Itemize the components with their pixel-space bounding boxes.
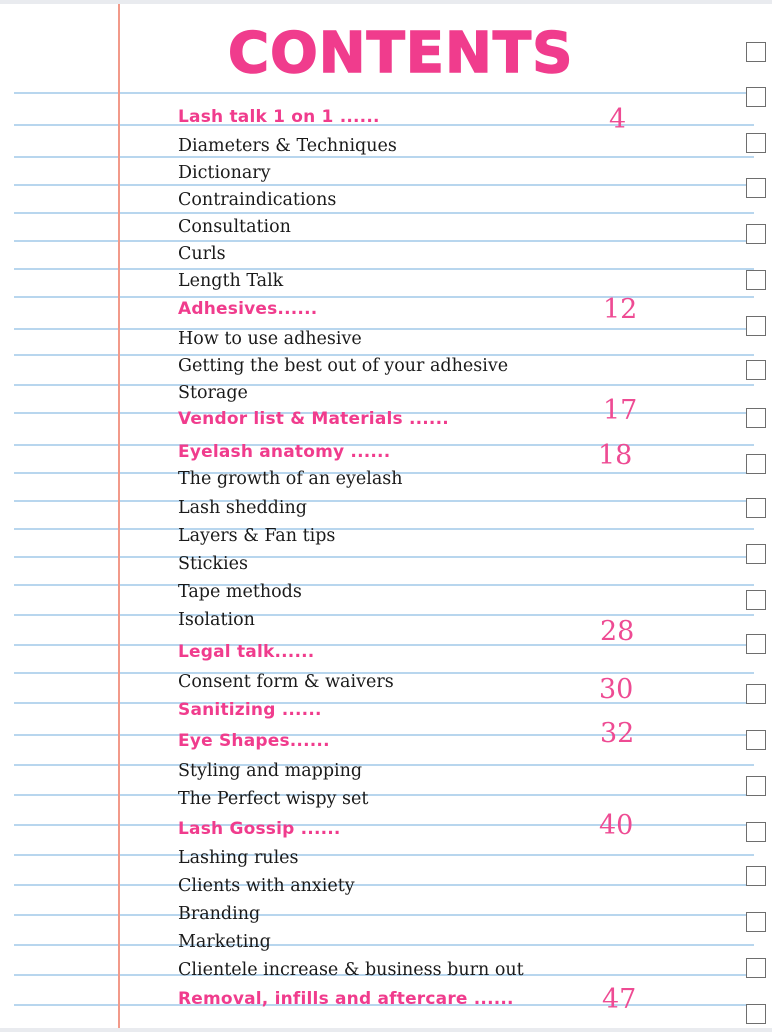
section-heading: Vendor list & Materials ...... xyxy=(178,409,449,429)
checkbox[interactable] xyxy=(746,178,766,198)
section-item: Isolation xyxy=(178,610,255,630)
page-number: 28 xyxy=(600,616,635,647)
page-number: 4 xyxy=(609,104,627,135)
margin-line xyxy=(118,4,120,1028)
ruled-line xyxy=(14,184,754,186)
section-item: Storage xyxy=(178,383,248,403)
section-item: Consultation xyxy=(178,217,291,237)
page-number: 12 xyxy=(603,294,638,325)
page-number: 17 xyxy=(603,395,638,426)
ruled-line xyxy=(14,92,754,94)
checkbox[interactable] xyxy=(746,912,766,932)
page-number: 30 xyxy=(599,674,634,705)
section-heading: Lash Gossip ...... xyxy=(178,819,341,839)
checkbox[interactable] xyxy=(746,866,766,886)
section-item: Lashing rules xyxy=(178,848,299,868)
section-item: Diameters & Techniques xyxy=(178,136,397,156)
section-item: How to use adhesive xyxy=(178,329,362,349)
section-item: The growth of an eyelash xyxy=(178,469,403,489)
section-item: Styling and mapping xyxy=(178,761,363,781)
page-number: 40 xyxy=(599,810,634,841)
section-item: Branding xyxy=(178,904,261,924)
section-heading: Legal talk...... xyxy=(178,642,315,662)
ruled-line xyxy=(14,614,754,616)
ruled-line xyxy=(14,702,754,704)
ruled-line xyxy=(14,296,754,298)
section-heading: Sanitizing ...... xyxy=(178,700,322,720)
section-item: Dictionary xyxy=(178,163,271,183)
section-item: Clientele increase & business burn out xyxy=(178,960,524,980)
ruled-line xyxy=(14,156,754,158)
checkbox[interactable] xyxy=(746,634,766,654)
section-item: Lash shedding xyxy=(178,498,307,518)
section-heading: Eye Shapes...... xyxy=(178,731,330,751)
checkbox[interactable] xyxy=(746,360,766,380)
section-heading: Lash talk 1 on 1 ...... xyxy=(178,107,380,127)
ruled-line xyxy=(14,328,754,330)
section-item: Curls xyxy=(178,244,226,264)
checkbox[interactable] xyxy=(746,590,766,610)
ruled-line xyxy=(14,528,754,530)
ruled-line xyxy=(14,556,754,558)
section-item: Contraindications xyxy=(178,190,337,210)
checkbox[interactable] xyxy=(746,87,766,107)
ruled-line xyxy=(14,268,754,270)
checkbox[interactable] xyxy=(746,133,766,153)
ruled-line xyxy=(14,794,754,796)
ruled-line xyxy=(14,944,754,946)
ruled-line xyxy=(14,240,754,242)
ruled-line xyxy=(14,914,754,916)
ruled-line xyxy=(14,384,754,386)
checkbox[interactable] xyxy=(746,544,766,564)
page-number: 32 xyxy=(600,718,635,749)
section-heading: Adhesives...... xyxy=(178,299,318,319)
ruled-line xyxy=(14,734,754,736)
section-heading: Eyelash anatomy ...... xyxy=(178,442,391,462)
ruled-line xyxy=(14,212,754,214)
section-heading: Removal, infills and aftercare ...... xyxy=(178,989,514,1009)
checkbox[interactable] xyxy=(746,454,766,474)
ruled-line xyxy=(14,884,754,886)
checkbox[interactable] xyxy=(746,684,766,704)
section-item: Consent form & waivers xyxy=(178,672,394,692)
section-item: Stickies xyxy=(178,554,248,574)
section-item: Length Talk xyxy=(178,271,284,291)
section-item: Clients with anxiety xyxy=(178,876,355,896)
ruled-line xyxy=(14,854,754,856)
section-item: Getting the best out of your adhesive xyxy=(178,356,509,376)
page-number: 18 xyxy=(598,440,633,471)
checkbox[interactable] xyxy=(746,822,766,842)
ruled-line xyxy=(14,644,754,646)
checkbox[interactable] xyxy=(746,316,766,336)
checkbox[interactable] xyxy=(746,270,766,290)
notebook-page xyxy=(0,4,772,1028)
checkbox[interactable] xyxy=(746,730,766,750)
checkbox[interactable] xyxy=(746,1004,766,1024)
checkbox[interactable] xyxy=(746,498,766,518)
ruled-line xyxy=(14,584,754,586)
ruled-line xyxy=(14,124,754,126)
ruled-line xyxy=(14,500,754,502)
ruled-line xyxy=(14,824,754,826)
checkbox[interactable] xyxy=(746,224,766,244)
ruled-line xyxy=(14,764,754,766)
checkbox[interactable] xyxy=(746,42,766,62)
section-item: Marketing xyxy=(178,932,271,952)
section-item: The Perfect wispy set xyxy=(178,789,369,809)
page-title: CONTENTS xyxy=(228,21,574,86)
checkbox[interactable] xyxy=(746,776,766,796)
section-item: Tape methods xyxy=(178,582,302,602)
checkbox[interactable] xyxy=(746,958,766,978)
checkbox[interactable] xyxy=(746,408,766,428)
section-item: Layers & Fan tips xyxy=(178,526,336,546)
page-number: 47 xyxy=(602,984,637,1015)
